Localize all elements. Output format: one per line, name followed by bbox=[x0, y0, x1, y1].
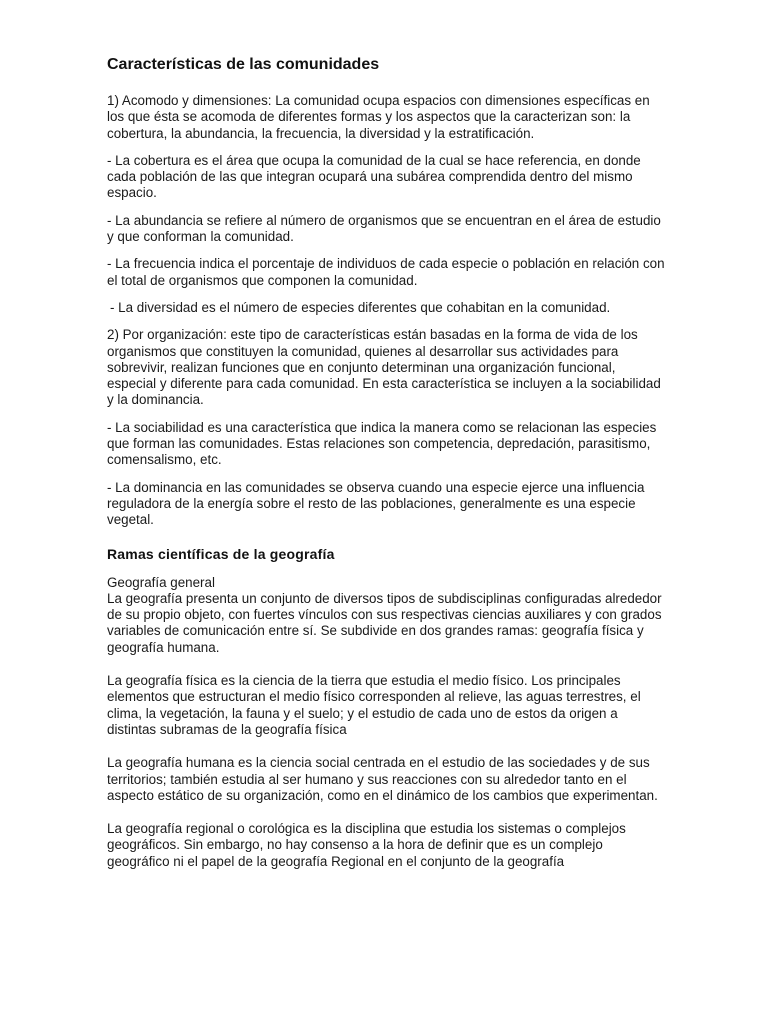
section-heading-ramas: Ramas científicas de la geografía bbox=[107, 545, 335, 562]
paragraph-geografia-humana: La geografía humana es la ciencia social centrada en el estudio de las sociedades y de sus territorios; también estudia al ser humano y sus reacciones con su alrededor tanto en el aspecto estático de su organización, como en el dinámico de los cambios que experimentan. bbox=[107, 755, 658, 803]
paragraph-sociabilidad: - La sociabilidad es una característica que indica la manera como se relacionan las especies que forman las comunidades. Estas relaciones son competencia, depredación, parasitismo, comensalismo, etc. bbox=[107, 419, 657, 468]
paragraph-diversidad: - La diversidad es el número de especies diferentes que cohabitan en la comunidad. bbox=[110, 299, 611, 315]
paragraph-organizacion: 2) Por organización: este tipo de características están basadas en la forma de vida de los organismos que constituyen la comunidad, quienes al desarrollar sus actividades para sobrevivir, realizan funciones que en conjunto determinan una organización funcional, especial y diferente para cada comunidad. En esta característica se incluyen a la sociabilidad y la dominancia. bbox=[107, 327, 661, 408]
paragraph-dominancia: - La dominancia en las comunidades se observa cuando una especie ejerce una influencia reguladora de la energía sobre el resto de las poblaciones, generalmente es una especie vegetal. bbox=[107, 479, 645, 528]
subheading-geografia-general: Geografía general bbox=[107, 574, 215, 590]
paragraph-abundancia: - La abundancia se refiere al número de organismos que se encuentran en el área de estudio y que conforman la comunidad. bbox=[107, 212, 661, 245]
paragraph-frecuencia: - La frecuencia indica el porcentaje de individuos de cada especie o población en relación con el total de organismos que componen la comunidad. bbox=[107, 256, 665, 288]
paragraph-acomodo: 1) Acomodo y dimensiones: La comunidad ocupa espacios con dimensiones específicas en los que ésta se acomoda de diferentes formas y los aspectos que la caracterizan son: la cobertura, la abundancia, la frecuencia, la diversidad y la estratificación. bbox=[107, 93, 650, 141]
paragraph-geografia-general: La geografía presenta un conjunto de diversos tipos de subdisciplinas configuradas alrededor de su propio objeto, con fuertes vínculos con sus respectivas ciencias auxiliares y con grados variables de comunicación entre sí. Se subdivide en dos grandes ramas: geografía física y geografía humana. bbox=[107, 590, 662, 655]
paragraph-geografia-regional: La geografía regional o corológica es la disciplina que estudia los sistemas o complejos geográficos. Sin embargo, no hay consenso a la hora de definir que es un complejo geográfico ni el papel de la geografía Regional en el conjunto de la geografía bbox=[107, 821, 626, 869]
paragraph-geografia-fisica: La geografía física es la ciencia de la tierra que estudia el medio físico. Los principales elementos que estructuran el medio físico corresponden al relieve, las aguas terrestres, el clima, la vegetación, la fauna y el suelo; y el estudio de cada uno de estos da origen a distintas subramas de la geografía física bbox=[107, 673, 641, 737]
paragraph-cobertura: - La cobertura es el área que ocupa la comunidad de la cual se hace referencia, en donde cada población de las que integran ocupará una subárea comprendida dentro del mismo espacio. bbox=[107, 152, 641, 201]
document-title: Características de las comunidades bbox=[107, 56, 380, 73]
